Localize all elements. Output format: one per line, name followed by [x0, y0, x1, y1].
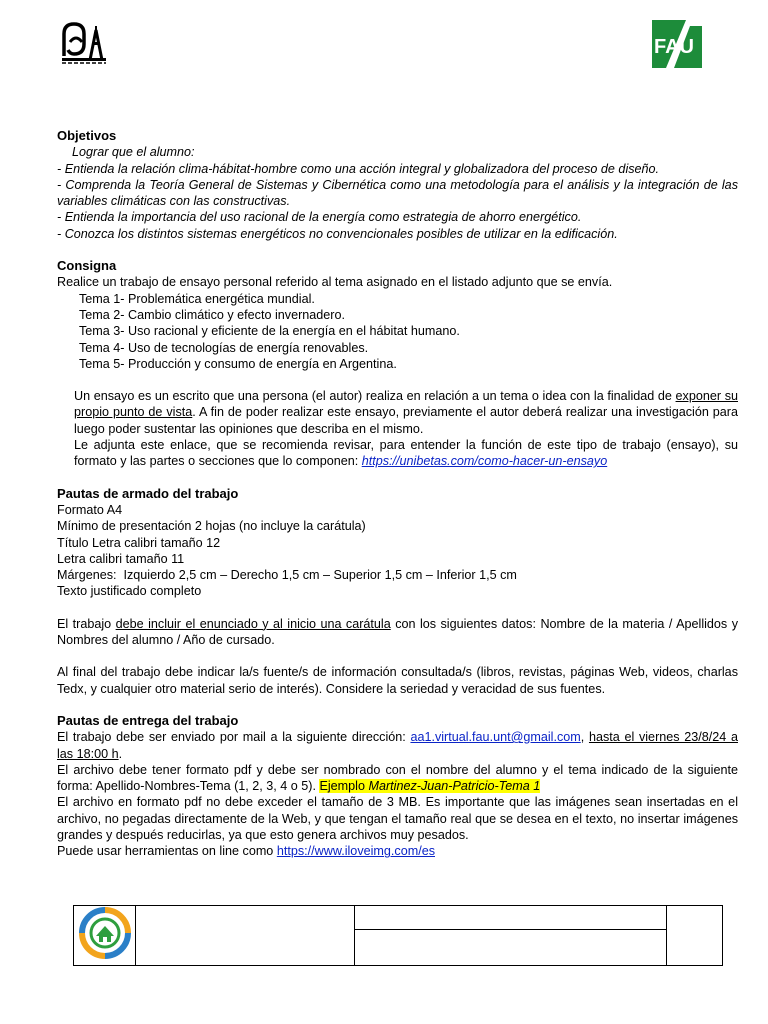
tamano-paragraph: El archivo en formato pdf no debe exceder el tamaño de 3 MB. Es importante que las imágenes sean insertadas en el archivo, no pegadas directamente de la Web, y que tengan el tamaño real que se desea en el texto, no insertar imágenes grandes y después reducirlas, ya que esto genera archivos muy pesados. — [57, 795, 738, 842]
tema-item: Tema 4- Uso de tecnologías de energía renovables. — [79, 340, 369, 355]
iloveimg-link[interactable]: https://www.iloveimg.com/es — [276, 844, 435, 859]
ensayo-paragraph: Un ensayo es un escrito que una persona (el autor) realiza en relación a un tema o idea con la finalidad de exponer su propio punto de vista. A fin de poder realizar este ensayo, previamente el autor deberá realizar una investigación para luego poder sustentar las opiniones que describa en el mismo. — [74, 389, 738, 436]
fau-logo-text: FAU — [654, 36, 694, 58]
consigna-heading: Consigna — [57, 258, 117, 274]
footer-logo-cell — [74, 906, 136, 966]
herramientas-paragraph: Puede usar herramientas on line como https://www.iloveimg.com/es — [57, 844, 435, 859]
objetivo-item: - Conozca los distintos sistemas energéticos no convencionales posibles de utilizar en la edificación. — [57, 226, 618, 241]
footer-table — [73, 905, 723, 966]
email-link[interactable]: aa1.virtual.fau.unt@gmail.com — [410, 730, 581, 745]
pauta-line: Letra calibri tamaño 11 — [57, 551, 185, 566]
pauta-line: Mínimo de presentación 2 hojas (no incluye la carátula) — [57, 519, 366, 534]
footer-cell — [355, 930, 667, 966]
ejemplo-value: Martinez-Juan-Patricio-Tema 1 — [368, 779, 541, 794]
footer-cell — [667, 906, 723, 966]
fuentes-paragraph: Al final del trabajo debe indicar la/s fuente/s de información consultada/s (libros, revistas, páginas Web, videos, charlas Tedx, y cualquier otro material serio de interés). Considere la seriedad y veracidad de sus fuentes. — [57, 665, 738, 696]
tema-item: Tema 2- Cambio climático y efecto invernadero. — [79, 307, 345, 322]
objetivos-intro: Lograr que el alumno: — [72, 145, 195, 160]
fau-logo — [652, 20, 702, 68]
consigna-intro: Realice un trabajo de ensayo personal referido al tema asignado en el listado adjunto que se envía. — [57, 275, 613, 290]
pauta-line: Texto justificado completo — [57, 584, 202, 599]
tema-item: Tema 5- Producción y consumo de energía en Argentina. — [79, 356, 397, 371]
pautas-entrega-heading: Pautas de entrega del trabajo — [57, 712, 239, 728]
enlace-paragraph: Le adjunta este enlace, que se recomienda revisar, para entender la función de este tipo de trabajo (ensayo), su formato y las partes o secciones que lo componen: https://unibetas.com/como-hacer-un-ensayo — [74, 438, 738, 469]
pauta-line: Márgenes: Izquierdo 2,5 cm – Derecho 1,5 cm – Superior 1,5 cm – Inferior 1,5 cm — [57, 568, 517, 583]
pauta-line: Formato A4 — [57, 502, 123, 517]
ejemplo-label: Ejemplo — [319, 779, 369, 794]
tema-item: Tema 1- Problemática energética mundial. — [79, 291, 315, 306]
objetivos-heading: Objetivos — [57, 128, 117, 143]
deadline-underline: hasta el viernes 23/8/24 a las 18:00 h — [57, 730, 738, 761]
ensayo-underline: exponer su propio punto de vista — [74, 389, 738, 420]
unibetas-link[interactable]: https://unibetas.com/como-hacer-un-ensayo — [361, 454, 608, 469]
caratula-paragraph: El trabajo debe incluir el enunciado y al inicio una carátula con los siguientes datos: Nombre de la materia / Apellidos y Nombres del alumno / Año de cursado. — [57, 616, 738, 648]
objetivo-item: - Entienda la importancia del uso racional de la energía como estrategia de ahorro energético. — [57, 210, 582, 225]
caratula-underline: debe incluir el enunciado y al inicio una carátula — [115, 616, 391, 631]
footer-cell — [355, 906, 667, 930]
footer-cell — [136, 906, 355, 966]
sustainability-logo — [78, 906, 132, 960]
objetivo-item: - Comprenda la Teoría General de Sistemas y Cibernética como una metodología para el análisis y la integración de las variables climáticas con las constructivas. — [57, 177, 738, 209]
objetivo-item: - Entienda la relación clima-hábitat-hombre como una acción integral y globalizadora del proceso de diseño. — [57, 161, 660, 176]
archivo-paragraph: El archivo debe tener formato pdf y debe ser nombrado con el nombre del alumno y el tema indicado de la siguiente forma: Apellido-Nombres-Tema (1, 2, 3, 4 o 5). Ejemplo Martinez-Juan-Patricio-Tema 1 — [57, 762, 738, 794]
document-body — [57, 128, 738, 860]
pautas-armado-heading: Pautas de armado del trabajo — [57, 485, 239, 501]
pauta-line: Título Letra calibri tamaño 12 — [57, 535, 221, 550]
institution-logo — [60, 20, 110, 66]
envio-paragraph: El trabajo debe ser enviado por mail a la siguiente dirección: aa1.virtual.fau.unt@gmail.com, hasta el viernes 23/8/24 a las 18:00 h. — [57, 730, 738, 761]
tema-item: Tema 3- Uso racional y eficiente de la energía en el hábitat humano. — [79, 324, 460, 339]
